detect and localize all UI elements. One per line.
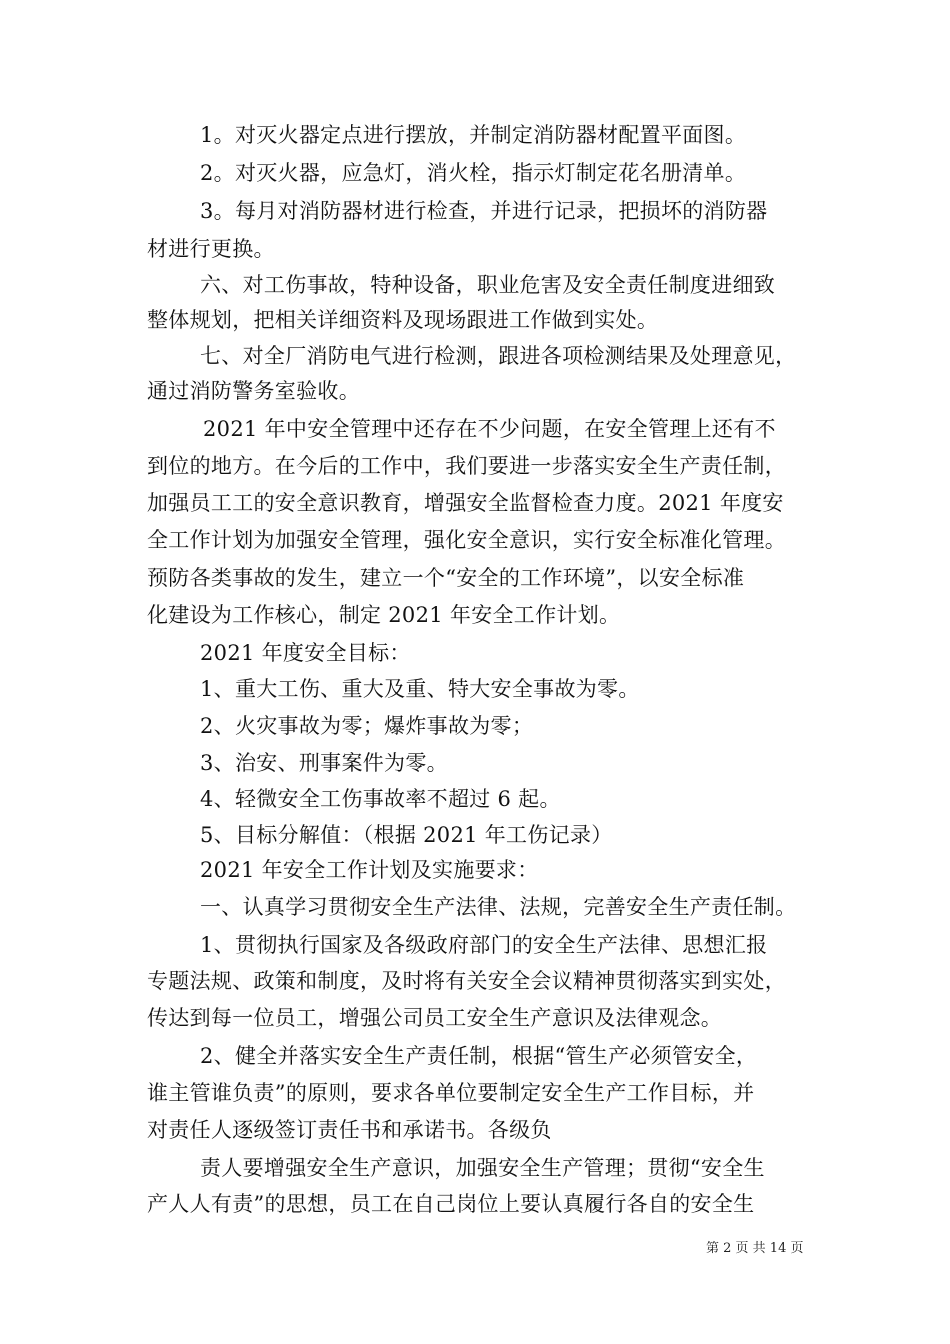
text-line: 对责任人逐级签订责任书和承诺书。各级负: [147, 1118, 552, 1142]
text-line: 2021 年安全工作计划及实施要求：: [200, 858, 539, 882]
text-line: 整体规划，把相关详细资料及现场跟进工作做到实处。: [147, 308, 659, 332]
text-line: 预防各类事故的发生，建立一个“安全的工作环境”，以安全标准: [147, 566, 745, 590]
text-line: 六、对工伤事故，特种设备，职业危害及安全责任制度进细致: [200, 273, 776, 297]
text-line: 1、贯彻执行国家及各级政府部门的安全生产法律、思想汇报: [200, 933, 768, 957]
text-line: 一、认真学习贯彻安全生产法律、法规，完善安全生产责任制。: [200, 895, 797, 919]
text-line: 1。对灭火器定点进行摆放，并制定消防器材配置平面图。: [200, 123, 747, 147]
text-line: 加强员工工的安全意识教育，增强安全监督检查力度。2021 年度安: [147, 491, 784, 515]
text-line: 2。对灭火器，应急灯，消火栓，指示灯制定花名册清单。: [200, 161, 747, 185]
text-line: 材进行更换。: [147, 237, 275, 261]
text-line: 七、对全厂消防电气进行检测，跟进各项检测结果及处理意见，: [200, 344, 797, 368]
text-line: 谁主管谁负责”的原则，要求各单位要制定安全生产工作目标，并: [147, 1081, 755, 1105]
text-line: 到位的地方。在今后的工作中，我们要进一步落实安全生产责任制，: [147, 454, 786, 478]
text-line: 全工作计划为加强安全管理，强化安全意识，实行安全标准化管理。: [147, 528, 786, 552]
text-line: 3。每月对消防器材进行检查，并进行记录，把损坏的消防器: [200, 199, 768, 223]
text-line: 专题法规、政策和制度，及时将有关安全会议精神贯彻落实到实处，: [147, 969, 786, 993]
text-line: 5、目标分解值：（根据 2021 年工伤记录）: [200, 823, 613, 847]
text-line: 通过消防警务室验收。: [147, 379, 360, 403]
page-number-footer: 第 2 页 共 14 页: [706, 1241, 804, 1256]
text-line: 产人人有责”的思想，员工在自己岗位上要认真履行各自的安全生: [147, 1192, 755, 1216]
text-line: 3、治安、刑事案件为零。: [200, 751, 448, 775]
text-line: 2、火灾事故为零；爆炸事故为零；: [200, 714, 534, 738]
text-line: 化建设为工作核心，制定 2021 年安全工作计划。: [147, 603, 621, 627]
text-line: 传达到每一位员工，增强公司员工安全生产意识及法律观念。: [147, 1006, 723, 1030]
text-line: 2021 年度安全目标：: [200, 641, 411, 665]
text-line: 2021 年中安全管理中还存在不少问题，在安全管理上还有不: [203, 417, 776, 441]
text-line: 责人要增强安全生产意识，加强安全生产管理；贯彻“安全生: [200, 1156, 765, 1180]
text-line: 1、重大工伤、重大及重、特大安全事故为零。: [200, 677, 640, 701]
text-line: 4、轻微安全工伤事故率不超过 6 起。: [200, 787, 561, 811]
text-line: 2、健全并落实安全生产责任制，根据“管生产必须管安全，: [200, 1044, 758, 1068]
